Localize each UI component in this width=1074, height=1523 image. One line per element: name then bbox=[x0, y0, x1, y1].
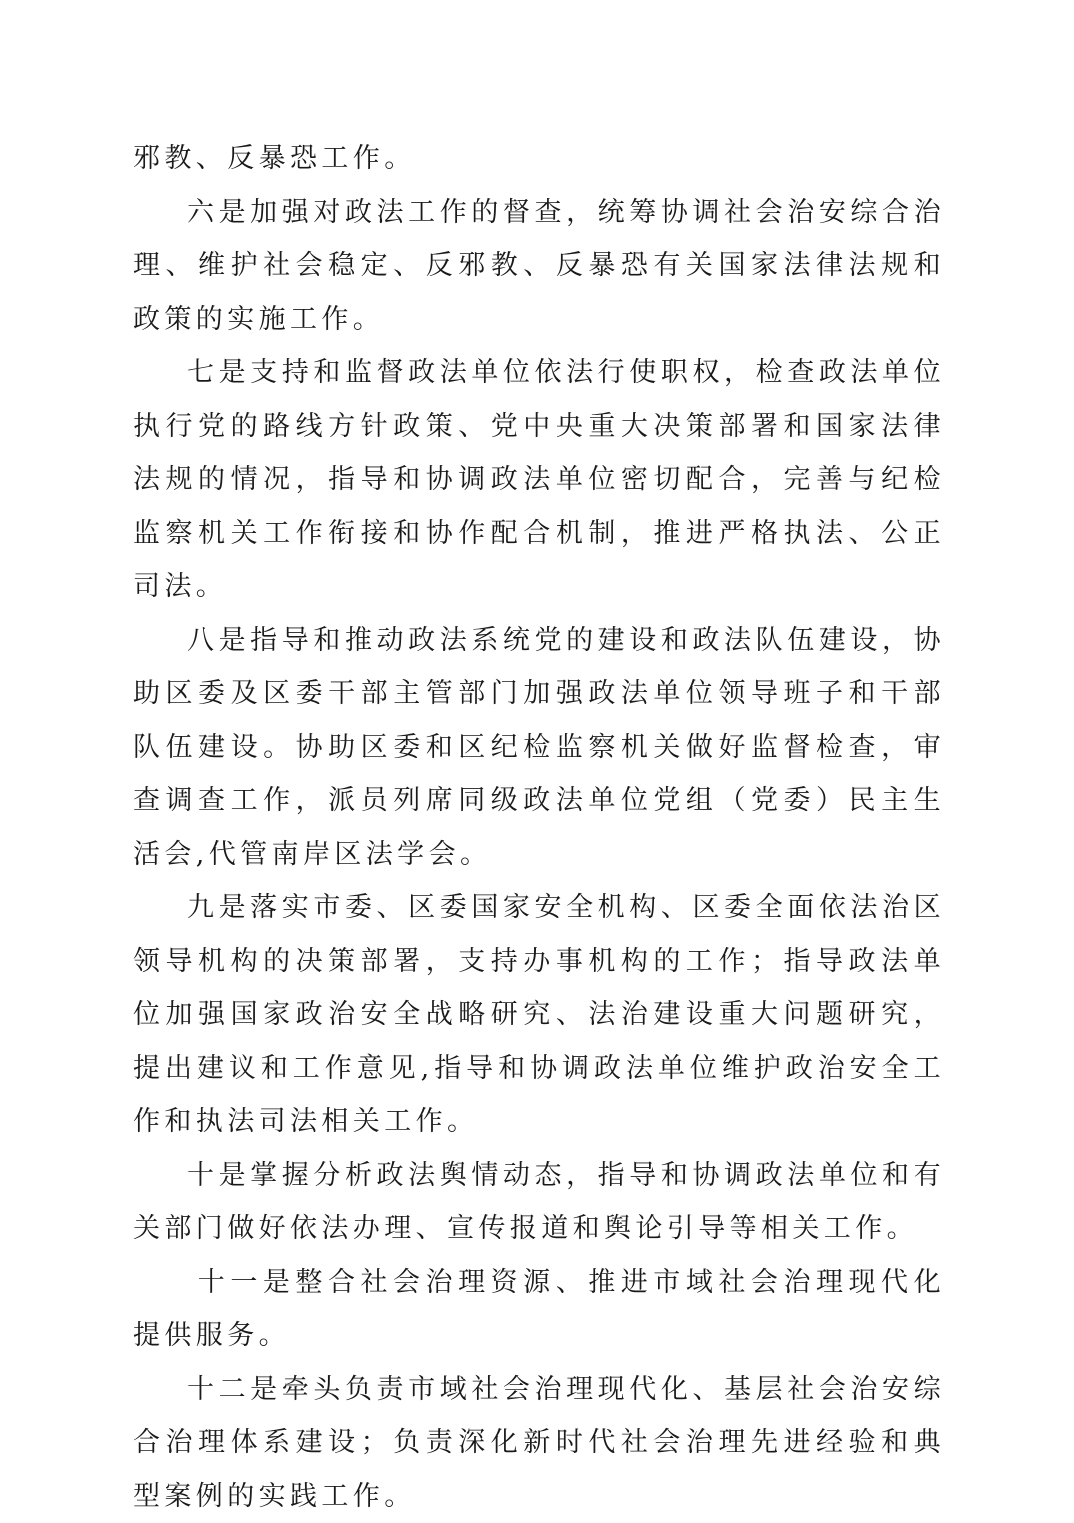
paragraph-continuation: 邪教、反暴恐工作。 bbox=[133, 132, 945, 186]
paragraph-item-10: 十是掌握分析政法舆情动态，指导和协调政法单位和有关部门做好依法办理、宣传报道和舆论引导等相关工作。 bbox=[133, 1149, 945, 1256]
paragraph-item-8: 八是指导和推动政法系统党的建设和政法队伍建设，协助区委及区委干部主管部门加强政法单位领导班子和干部队伍建设。协助区委和区纪检监察机关做好监督检查，审查调查工作，派员列席同级政法单位党组（党委）民主生活会,代管南岸区法学会。 bbox=[133, 614, 945, 882]
paragraph-item-11: 十一是整合社会治理资源、推进市域社会治理现代化提供服务。 bbox=[133, 1256, 945, 1363]
paragraph-item-9: 九是落实市委、区委国家安全机构、区委全面依法治区领导机构的决策部署，支持办事机构的工作；指导政法单位加强国家政治安全战略研究、法治建设重大问题研究，提出建议和工作意见,指导和协调政法单位维护政治安全工作和执法司法相关工作。 bbox=[133, 881, 945, 1149]
paragraph-item-6: 六是加强对政法工作的督查，统筹协调社会治安综合治理、维护社会稳定、反邪教、反暴恐有关国家法律法规和政策的实施工作。 bbox=[133, 186, 945, 347]
paragraph-item-7: 七是支持和监督政法单位依法行使职权，检查政法单位执行党的路线方针政策、党中央重大决策部署和国家法律法规的情况，指导和协调政法单位密切配合，完善与纪检监察机关工作衔接和协作配合机制，推进严格执法、公正司法。 bbox=[133, 346, 945, 614]
paragraph-item-12: 十二是牵头负责市域社会治理现代化、基层社会治安综合治理体系建设；负责深化新时代社会治理先进经验和典型案例的实践工作。 bbox=[133, 1363, 945, 1523]
document-body bbox=[133, 132, 945, 1523]
